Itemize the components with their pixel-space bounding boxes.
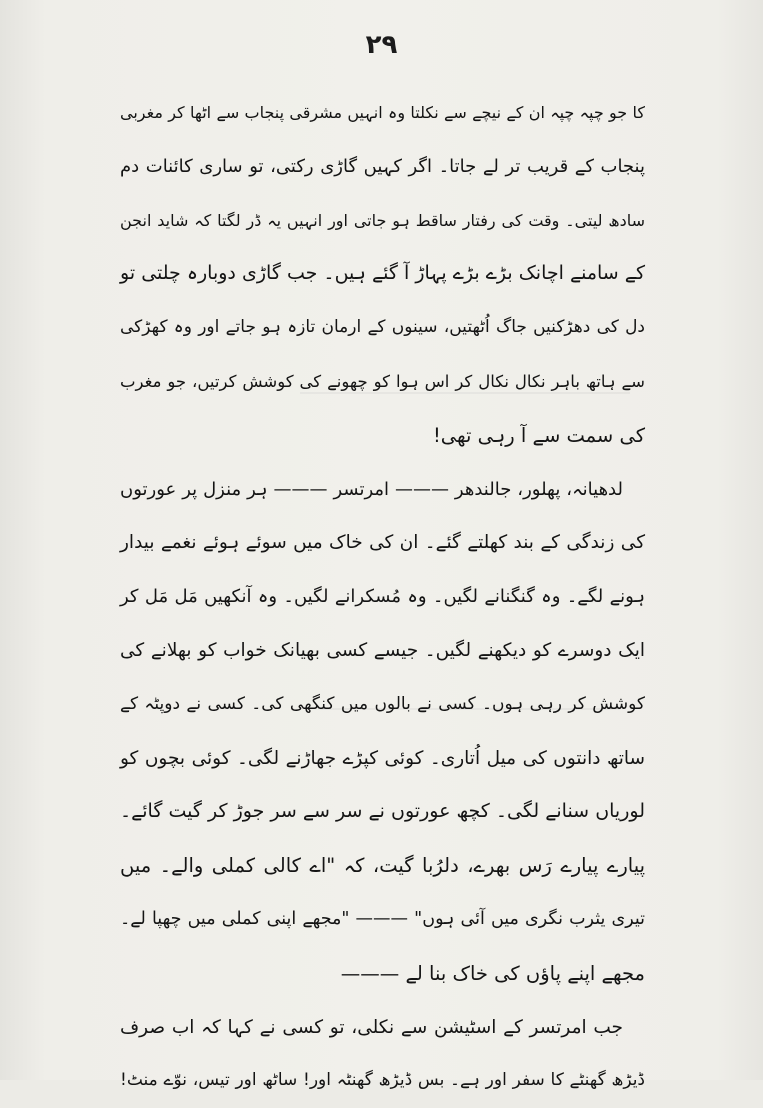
text-line: کی زندگی کے بند کھلتے گئے۔ ان کی خاک میں سوئے ہوئے نغمے بیدار — [120, 532, 645, 554]
text-line: دل کی دھڑکنیں جاگ اُٹھتیں، سینوں کے ارمان تازہ ہو جاتے اور وہ کھڑکی — [120, 317, 645, 338]
text-line: لوریاں سنانے لگی۔ کچھ عورتوں نے سر سے سر جوڑ کر گیت گائے۔ — [120, 800, 645, 823]
text-line: ہونے لگے۔ وہ گنگنانے لگیں۔ وہ مُسکرانے لگیں۔ وہ آنکھیں مَل مَل کر — [120, 586, 645, 608]
text-line: جب امرتسر کے اسٹیشن سے نکلی، تو کسی نے کہا کہ اب صرف — [120, 1016, 623, 1038]
text-line: سے ہاتھ باہر نکال نکال کر اس ہوا کو چھونے کی کوشش کرتیں، جو مغرب — [120, 371, 645, 391]
text-line: کا جو چپہ چپہ ان کے نیچے سے نکلتا وہ انہیں مشرقی پنجاب سے اٹھا کر مغربی — [120, 103, 645, 122]
text-line: ایک دوسرے کو دیکھنے لگیں۔ جیسے کسی بھیانک خواب کو بھلانے کی — [120, 639, 645, 661]
text-line: لدھیانہ، پھلور، جالندھر ——— امرتسر ——— ہر منزل پر عورتوں — [120, 478, 623, 500]
text-line: تیری یثرب نگری میں آئی ہوں" ——— "مجھے اپنی کملی میں چھپا لے۔ — [120, 908, 645, 929]
text-line: مجھے اپنے پاؤں کی خاک بنا لے ——— — [340, 961, 645, 985]
text-line: پیارے پیارے رَس بھرے، دلرُبا گیت، کہ "اے کالی کملی والے۔ میں — [120, 854, 645, 878]
text-line: ساتھ دانتوں کی میل اُتاری۔ کوئی کپڑے جھاڑنے لگی۔ کوئی بچوں کو — [120, 747, 645, 769]
text-line: کے سامنے اچانک بڑے بڑے پہاڑ آ گئے ہیں۔ جب گاڑی دوبارہ چلتی تو — [120, 262, 645, 285]
page-body-text — [120, 86, 645, 1108]
text-line: کوشش کر رہی ہوں۔ کسی نے بالوں میں کنگھی کی۔ کسی نے دوپٹہ کے — [120, 693, 645, 714]
text-line: ڈیڑھ گھنٹے کا سفر اور ہے۔ بس ڈیڑھ گھنٹہ اور! ساٹھ اور تیس، نوّے منٹ! — [120, 1070, 645, 1091]
text-line: کی سمت سے آ رہی تھی! — [432, 423, 645, 447]
page-number: ۲۹ — [365, 30, 398, 60]
text-line: سادھ لیتی۔ وقت کی رفتار ساقط ہو جاتی اور انہیں یہ ڈر لگتا کہ شاید انجن — [120, 210, 645, 230]
text-line: پنجاب کے قریب تر لے جاتا۔ اگر کہیں گاڑی رکتی، تو ساری کائنات دم — [120, 155, 645, 177]
